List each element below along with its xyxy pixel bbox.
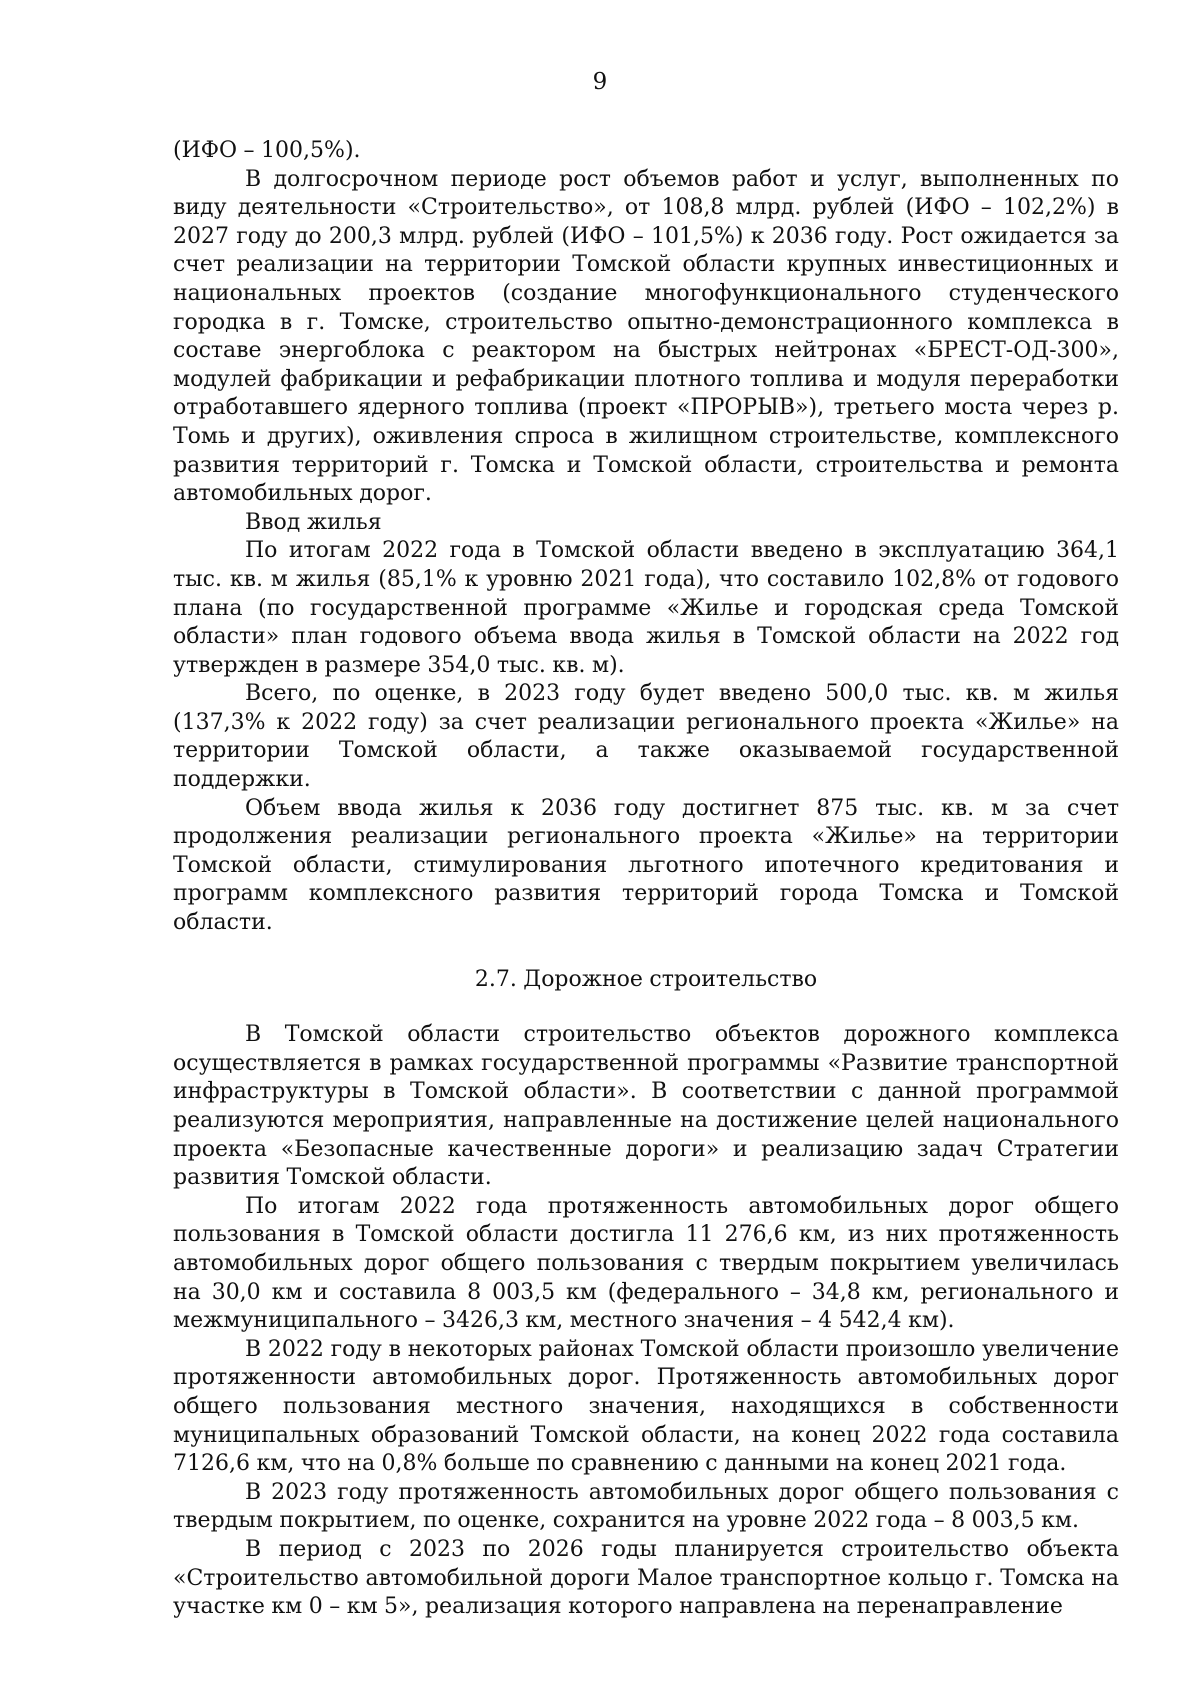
page-number: 9 [592,69,608,95]
paragraph-housing-2036: Объем ввода жилья к 2036 году достигнет 875 тыс. кв. м за счет продолжения реализации регионального проекта «Жилье» на территории Томской области, стимулирования льготного ипотечного кредитования и программ комплексного развития территорий города Томска и Томской области. [173,795,1119,936]
section-heading-road-construction: 2.7. Дорожное строительство [474,966,818,992]
paragraph-housing-2022: По итогам 2022 года в Томской области введено в эксплуатацию 364,1 тыс. кв. м жилья (85,1% к уровню 2021 года), что составило 102,8% от годового плана (по государственной программе «Жилье и городская среда Томской области» план годового объема ввода жилья в Томской области на 2022 год утвержден в размере 354,0 тыс. кв. м). [173,538,1119,678]
paragraph-road-program: В Томской области строительство объектов дорожного комплекса осуществляется в рамках государственной программы «Развитие транспортной инфраструктуры в Томской области». В соответствии с данной программой реализуются мероприятия, направленные на достижение целей национального проекта «Безопасные качественные дороги» и реализацию задач Стратегии развития Томской области. [173,1022,1119,1191]
paragraph-road-local-growth: В 2022 году в некоторых районах Томской области произошло увеличение протяженности автомобильных дорог. Протяженность автомобильных дорог общего пользования местного значения, находящихся в собственности муниципальных образований Томской области, на конец 2022 года составила 7126,6 км, что на 0,8% больше по сравнению с данными на конец 2021 года. [173,1336,1119,1477]
paragraph-housing-2023: Всего, по оценке, в 2023 году будет введено 500,0 тыс. кв. м жилья (137,3% к 2022 году) за счет реализации регионального проекта «Жилье» на территории Томской области, а также оказываемой государственной поддержки. [173,681,1119,793]
document-body [173,137,1119,1622]
paragraph-continuation: (ИФО – 100,5%). [173,138,361,163]
paragraph-long-term-construction: В долгосрочном периоде рост объемов работ и услуг, выполненных по виду деятельности «Строительство», от 108,8 млрд. рублей (ИФО – 102,2%) в 2027 году до 200,3 млрд. рублей (ИФО – 101,5%) к 2036 году. Рост ожидается за счет реализации на территории Томской области крупных инвестиционных и национальных проектов (создание многофункционального студенческого городка в г. Томске, строительство опытно-демонстрационного комплекса в составе энергоблока с реактором на быстрых нейтронах «БРЕСТ-ОД-300», модулей фабрикации и рефабрикации плотного топлива и модуля переработки отработавшего ядерного топлива (проект «ПРОРЫВ»), третьего моста через р. Томь и других), оживления спроса в жилищном строительстве, комплексного развития территорий г. Томска и Томской области, строительства и ремонта автомобильных дорог. [173,166,1119,507]
paragraph-road-length-2022: По итогам 2022 года протяженность автомобильных дорог общего пользования в Томской области достигла 11 276,6 км, из них протяженность автомобильных дорог общего пользования с твердым покрытием увеличилась на 30,0 км и составила 8 003,5 км (федерального – 34,8 км, регионального и межмуниципального – 3426,3 км, местного значения – 4 542,4 км). [173,1193,1119,1334]
subheading-housing: Ввод жилья [245,509,382,535]
paragraph-road-2023-2026: В период с 2023 по 2026 годы планируется строительство объекта «Строительство автомобильной дороги Малое транспортное кольцо г. Томска на участке км 0 – км 5», реализация которого направлена на перенаправление [173,1536,1119,1620]
paragraph-road-2023: В 2023 году протяженность автомобильных дорог общего пользования с твердым покрытием, по оценке, сохранится на уровне 2022 года – 8 003,5 км. [173,1479,1119,1534]
